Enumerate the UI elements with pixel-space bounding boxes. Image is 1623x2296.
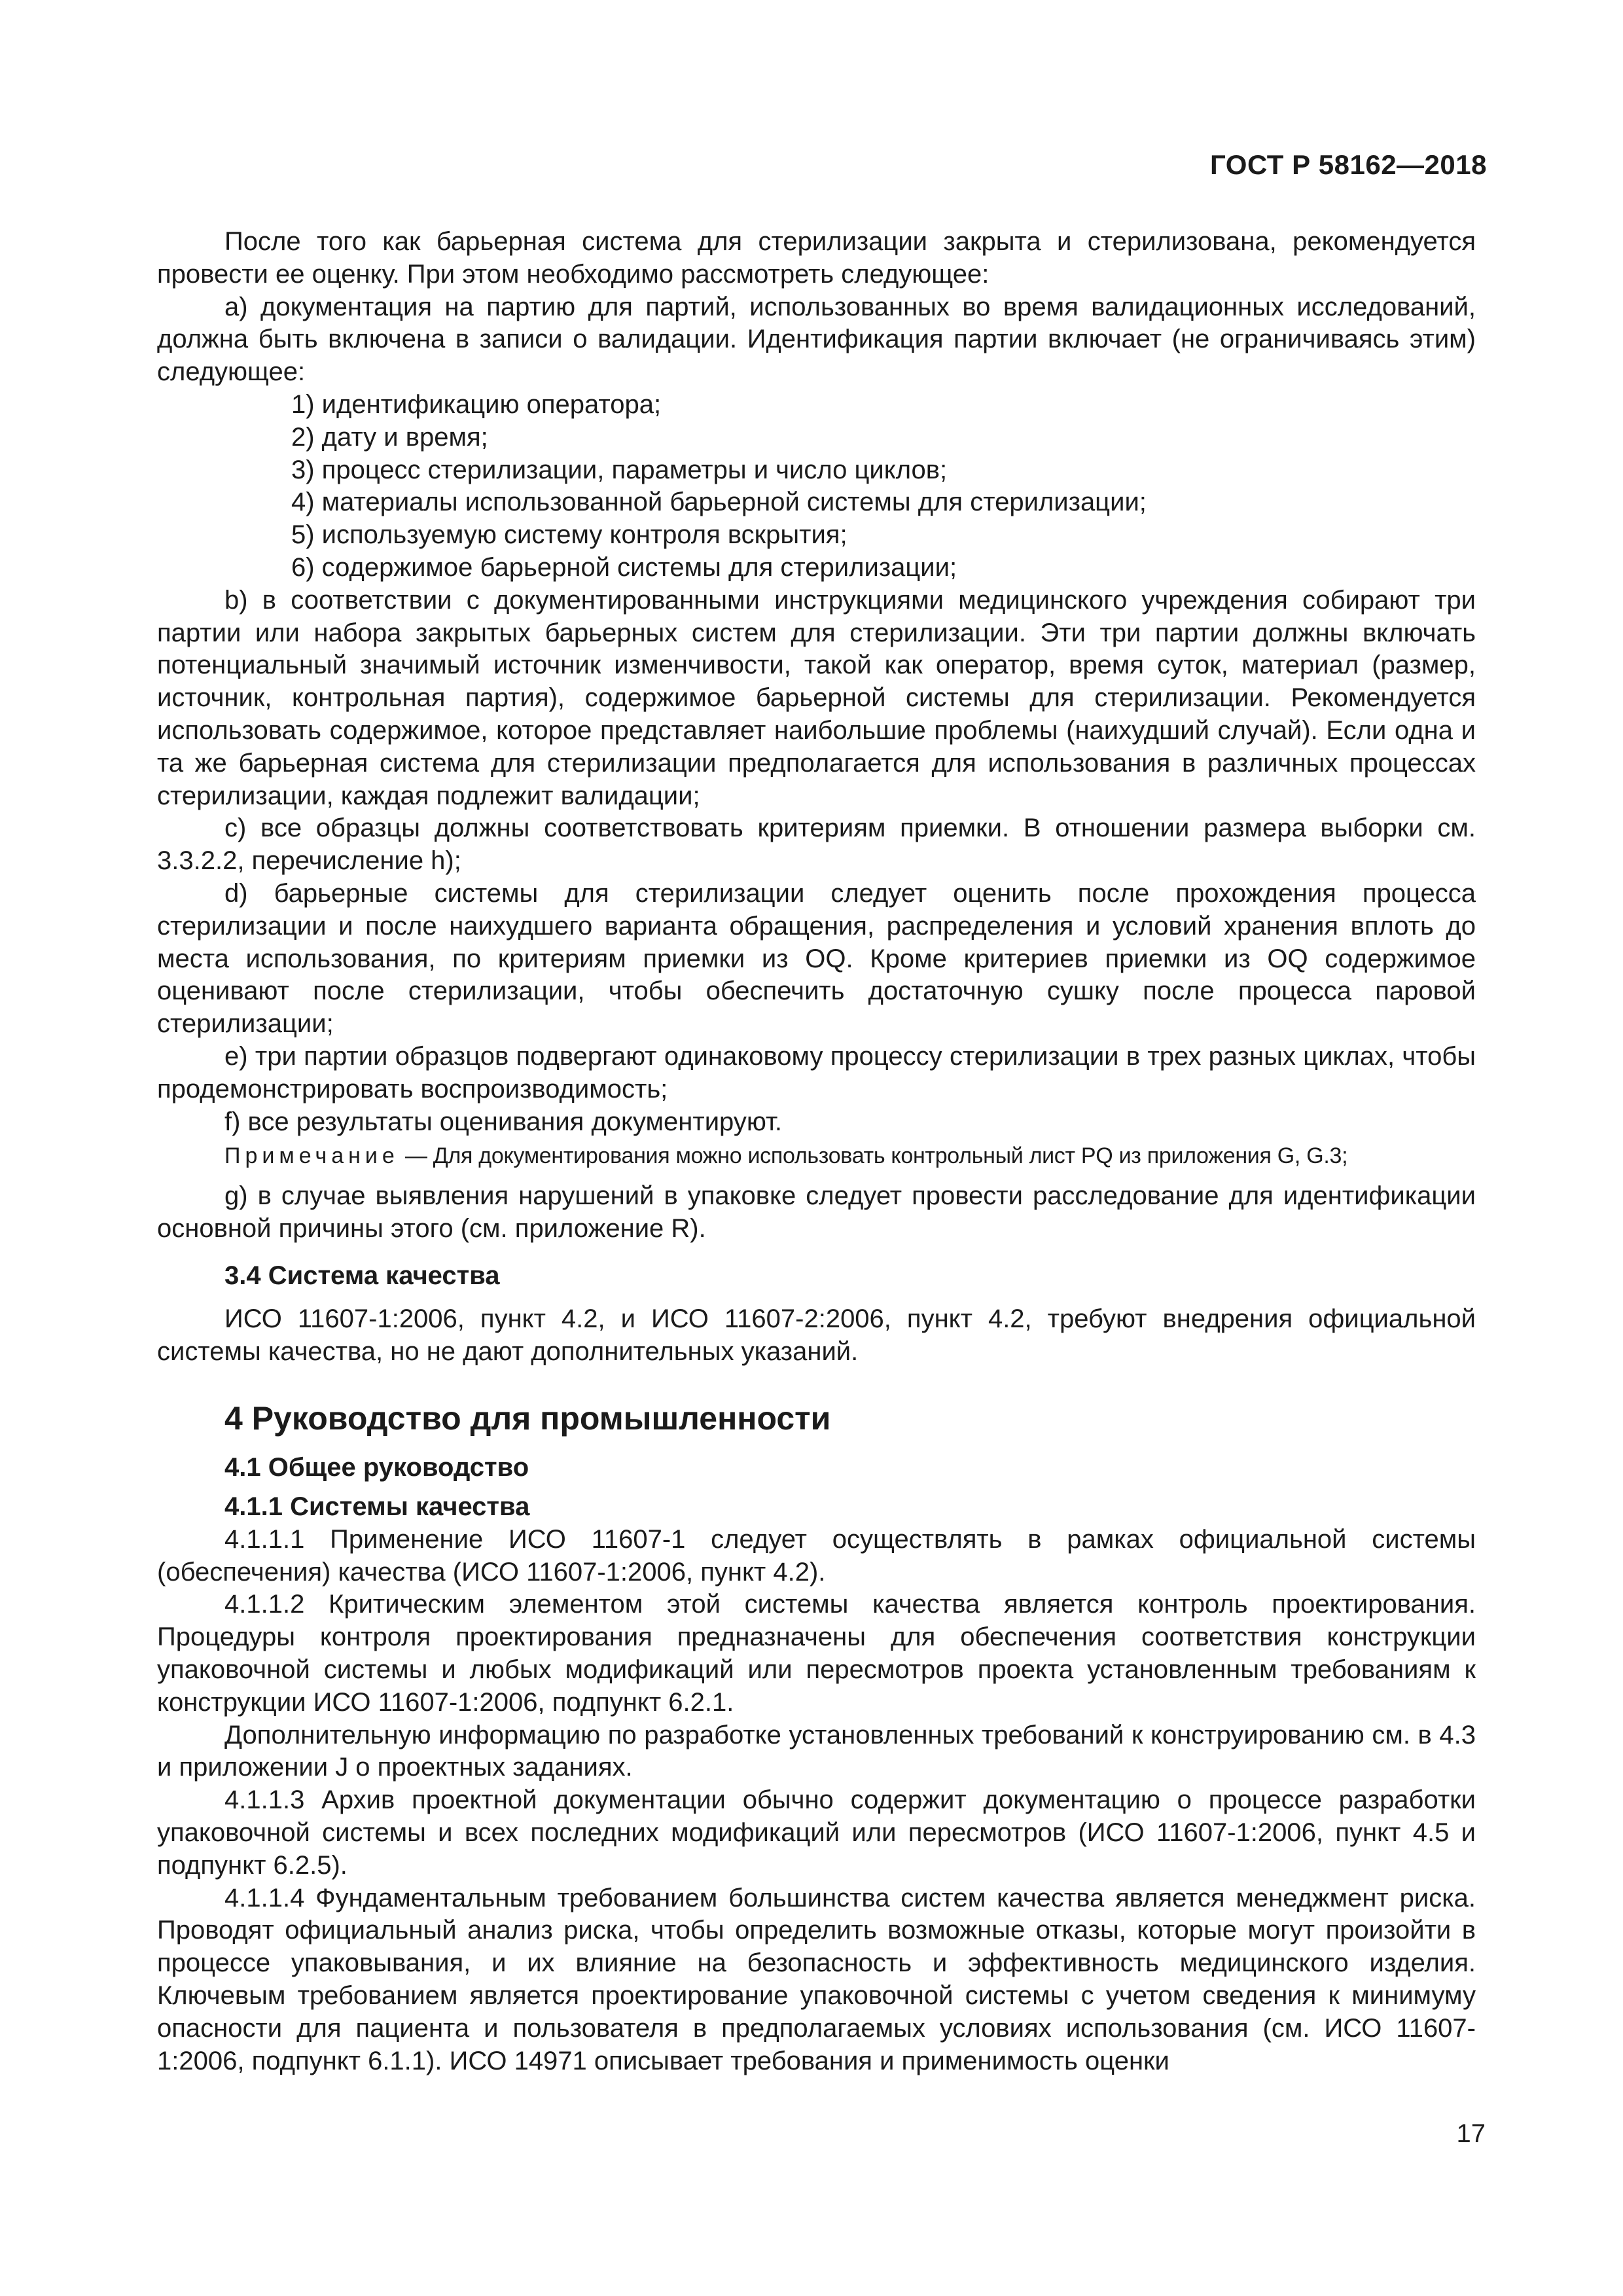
page-body (157, 226, 1476, 2077)
sub-item-6: 6) содержимое барьерной системы для стерилизации; (291, 552, 957, 582)
page-number: 17 (1456, 2119, 1486, 2148)
section-4-1-heading: 4.1 Общее руководство (224, 1453, 529, 1482)
section-3-4-text: ИСО 11607-1:2006, пункт 4.2, и ИСО 11607-2:2006, пункт 4.2, требуют внедрения официальной системы качества, но не дают дополнительных указаний. (157, 1304, 1476, 1366)
paragraph-4-1-1-3: 4.1.1.3 Архив проектной документации обычно содержит документацию о процессе разработки упаковочной системы и всех последних модификаций или пересмотров (ИСО 11607-1:2006, пункт 4.5 и подпункт 6.2.5). (157, 1785, 1476, 1880)
sub-item-5: 5) используемую систему контроля вскрытия; (291, 520, 847, 550)
list-item-f: f) все результаты оценивания документируют. (224, 1107, 782, 1136)
note-text: — Для документирования можно использовать контрольный лист PQ из приложения G, G.3; (399, 1143, 1348, 1169)
sub-item-1: 1) идентификацию оператора; (291, 389, 662, 419)
document-number-header: ГОСТ Р 58162—2018 (1210, 149, 1487, 180)
section-4-1-1-heading: 4.1.1 Системы качества (224, 1492, 530, 1522)
paragraph-4-1-1-1: 4.1.1.1 Применение ИСО 11607-1 следует осуществлять в рамках официальной системы (обеспечения) качества (ИСО 11607-1:2006, пункт 4.2). (157, 1524, 1476, 1587)
paragraph-4-1-1-2-continued: Дополнительную информацию по разработке установленных требований к конструированию см. в 4.3 и приложении J о проектных заданиях. (157, 1720, 1476, 1782)
list-item-e: e) три партии образцов подвергают одинаковому процессу стерилизации в трех разных циклах, чтобы продемонстрировать воспроизводимость; (157, 1041, 1476, 1103)
list-item-g: g) в случае выявления нарушений в упаковке следует провести расследование для идентификации основной причины этого (см. приложение R). (157, 1181, 1476, 1244)
list-item-b: b) в соответствии с документированными инструкциями медицинского учреждения собирают три партии или набора закрытых барьерных систем для стерилизации. Эти три партии должны включать потенциальный значимый источник изменчивости, такой как оператор, время суток, материал (размер, источник, контрольная партия), содержимое барьерной системы для стерилизации. Рекомендуется использовать содержимое, которое представляет наибольшие проблемы (наихудший случай). Если одна и та же барьерная система для стерилизации предполагается для использования в различных процессах стерилизации, каждая подлежит валидации; (157, 585, 1476, 810)
intro-paragraph: После того как барьерная система для стерилизации закрыта и стерилизована, рекомендуется провести ее оценку. При этом необходимо рассмотреть следующее: (157, 227, 1476, 289)
paragraph-4-1-1-4: 4.1.1.4 Фундаментальным требованием большинства систем качества является менеджмент риска. Проводят официальный анализ риска, чтобы определить возможные отказы, которые могут произойти в процессе упаковывания, и их влияние на безопасность и эффективность медицинского изделия. Ключевым требованием является проектирование упаковочной системы с учетом сведения к минимуму опасности для пациента и пользователя в предполагаемых условиях использования (см. ИСО 11607-1:2006, подпункт 6.1.1). ИСО 14971 описывает требования и применимость оценки (157, 1883, 1476, 2075)
sub-item-2: 2) дату и время; (291, 422, 488, 452)
list-item-d: d) барьерные системы для стерилизации следует оценить после прохождения процесса стерилизации и после наихудшего варианта обращения, распределения и условий хранения вплоть до места использования, по критериям приемки из OQ. Кроме критериев приемки из OQ содержимое оценивают после стерилизации, чтобы обеспечить достаточную сушку после процесса паровой стерилизации; (157, 878, 1476, 1039)
note-paragraph (157, 1142, 1476, 1170)
list-item-c: c) все образцы должны соответствовать критериям приемки. В отношении размера выборки см. 3.3.2.2, перечисление h); (157, 814, 1476, 876)
sub-item-4: 4) материалы использованной барьерной системы для стерилизации; (291, 488, 1147, 517)
list-item-a: a) документация на партию для партий, использованных во время валидационных исследований, должна быть включена в записи о валидации. Идентификация партии включает (не ограничиваясь этим) следующее: (157, 292, 1476, 387)
sub-item-3: 3) процесс стерилизации, параметры и число циклов; (291, 455, 948, 484)
section-3-4-heading: 3.4 Система качества (224, 1261, 500, 1290)
section-4-heading: 4 Руководство для промышленности (224, 1400, 831, 1437)
paragraph-4-1-1-2: 4.1.1.2 Критическим элементом этой системы качества является контроль проектирования. Процедуры контроля проектирования предназначены для обеспечения соответствия конструкции упаковочной системы и любых модификаций или пересмотров проекта установленным требованиям к конструкции ИСО 11607-1:2006, подпункт 6.2.1. (157, 1590, 1476, 1717)
note-label: Примечание (224, 1143, 399, 1169)
